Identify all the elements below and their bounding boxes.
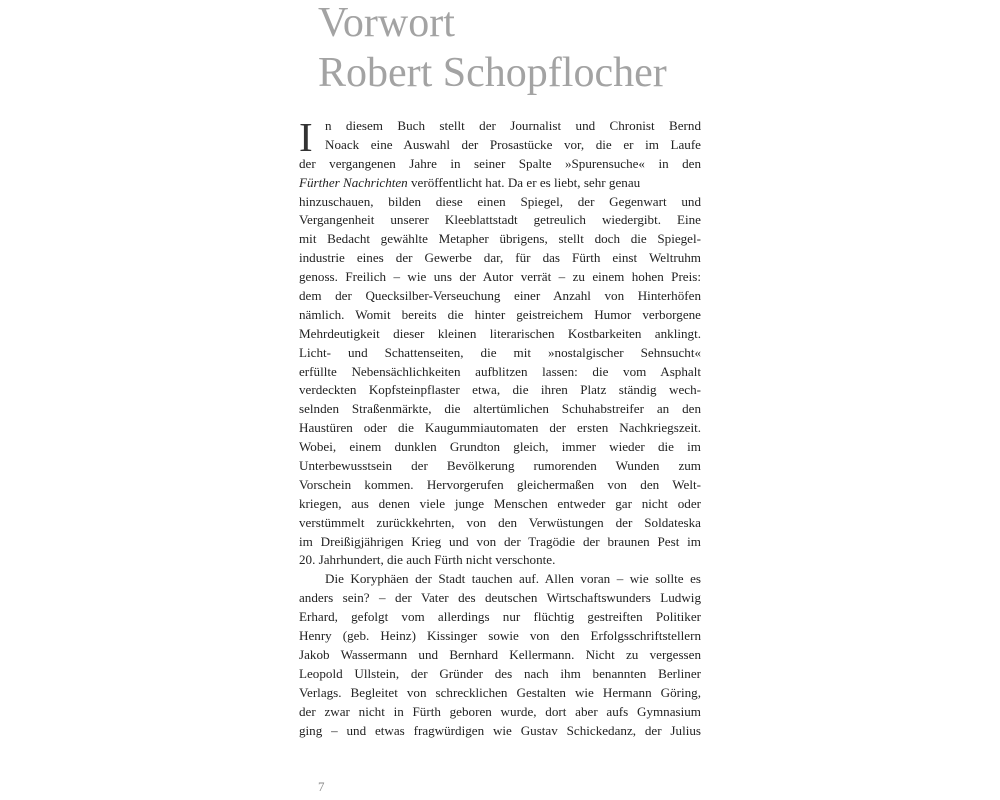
chapter-heading <box>318 0 667 98</box>
text-line: Leopold Ullstein, der Gründer des nach ihm benannten Berliner <box>299 665 701 681</box>
text-line: selnden Straßenmärkte, die altertümlichen Schuhabstreifer an den <box>299 401 701 417</box>
heading-title: Vorwort <box>318 0 455 46</box>
text-line: Jakob Wassermann und Bernhard Kellermann. Nicht zu vergessen <box>299 646 701 662</box>
text-line: Wobei, einem dunklen Grundton gleich, immer wieder die im <box>299 439 701 455</box>
text-line: industrie eines der Gewerbe dar, für das Fürth einst Weltruhm <box>299 250 701 266</box>
text-line: Haustüren oder die Kaugummiautomaten der ersten Nachkriegszeit. <box>299 420 701 436</box>
heading-author: Robert Schopflocher <box>318 50 667 96</box>
text-line: Licht- und Schattenseiten, die mit »nostalgischer Sehnsucht« <box>299 344 701 360</box>
text-line: der zwar nicht in Fürth geboren wurde, dort aber aufs Gymnasium <box>299 703 701 719</box>
text-line: dem der Quecksilber-Verseuchung einer Anzahl von Hinterhöfen <box>299 288 701 304</box>
body-text <box>299 114 701 740</box>
text-line: anders sein? – der Vater des deutschen Wirtschaftswunders Ludwig <box>299 590 701 606</box>
text-line: Die Koryphäen der Stadt tauchen auf. Allen voran – wie sollte es <box>325 571 701 587</box>
text-line: hinzuschauen, bilden diese einen Spiegel, der Gegenwart und <box>299 193 701 209</box>
text-line <box>299 174 701 193</box>
text-line: Henry (geb. Heinz) Kissinger sowie von den Erfolgsschriftstellern <box>299 628 701 644</box>
text-line: verstümmelt zurückkehrten, von den Verwüstungen der Soldateska <box>299 514 701 530</box>
text-line: 20. Jahrhundert, die auch Fürth nicht verschonte. <box>299 552 556 568</box>
text-line: mit Bedacht gewählte Metapher übrigens, stellt doch die Spiegel- <box>299 231 701 247</box>
drop-cap: I <box>299 114 313 160</box>
text-line: n diesem Buch stellt der Journalist und Chronist Bernd <box>325 118 701 133</box>
text-line: der vergangenen Jahre in seiner Spalte »Spurensuche« in den <box>299 155 701 171</box>
text-line: erfüllte Nebensächlichkeiten aufblitzen lassen: die vom Asphalt <box>299 363 701 379</box>
text-line: Vergangenheit unserer Kleeblattstadt getreulich wiedergibt. Eine <box>299 212 701 228</box>
text-line: Erhard, gefolgt vom allerdings nur flüchtig gestreiften Politiker <box>299 609 701 625</box>
text-line: kriegen, aus denen viele junge Menschen entweder gar nicht oder <box>299 495 701 511</box>
text-line: Mehrdeutigkeit dieser kleinen literarischen Kostbarkeiten anklingt. <box>299 325 701 341</box>
page-number: 7 <box>318 779 325 794</box>
text-line: nämlich. Womit bereits die hinter geistreichem Humor verborgene <box>299 306 701 322</box>
text-line: Vorschein kommen. Hervorgerufen gleichermaßen von den Welt- <box>299 476 701 492</box>
text-line: Verlags. Begleitet von schrecklichen Gestalten wie Hermann Göring, <box>299 684 701 700</box>
text-line: Unterbewusstsein der Bevölkerung rumorenden Wunden zum <box>299 458 701 474</box>
text-line: im Dreißigjährigen Krieg und von der Tragödie der braunen Pest im <box>299 533 701 549</box>
text-line: Noack eine Auswahl der Prosastücke vor, die er im Laufe <box>325 136 701 152</box>
text-segment: veröffentlicht hat. Da er es liebt, sehr genau <box>407 174 641 190</box>
text-line: genoss. Freilich – wie uns der Autor verrät – zu einem hohen Preis: <box>299 269 701 285</box>
text-line: verdeckten Kopfsteinpflaster etwa, die ihren Platz ständig wech- <box>299 382 701 398</box>
newspaper-title: Fürther Nachrichten <box>299 174 408 190</box>
text-line: ging – und etwas fragwürdigen wie Gustav Schickedanz, der Julius <box>299 722 701 738</box>
